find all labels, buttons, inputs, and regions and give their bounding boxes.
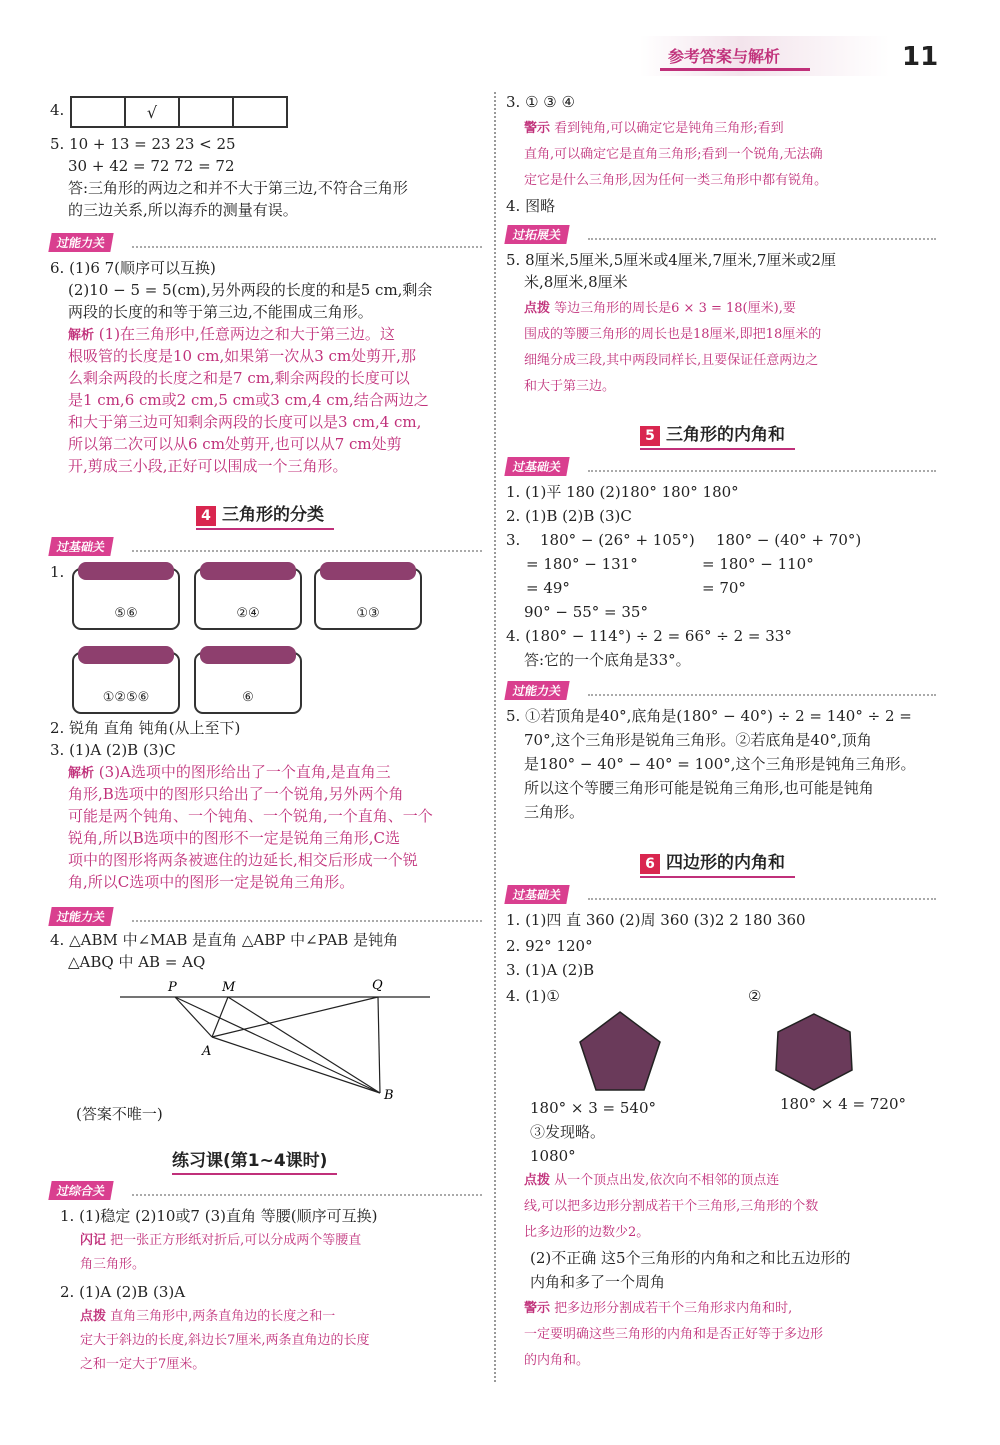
text-line: 3. (1)A (2)B bbox=[506, 961, 595, 979]
hexagon-shape bbox=[772, 1012, 856, 1092]
section-band-basic bbox=[506, 888, 936, 902]
flash-label: 闪记 bbox=[80, 1233, 107, 1248]
box-value: ①③ bbox=[356, 606, 380, 621]
tip-text: 从一个顶点出发,依次向不相邻的顶点连 bbox=[554, 1173, 780, 1188]
analysis-line bbox=[68, 324, 395, 346]
calc-line: 180° − (26° + 105°) bbox=[540, 531, 695, 549]
calc-line: 180° − (40° + 70°) bbox=[716, 531, 862, 549]
text-line: 70°,这个三角形是锐角三角形。②若底角是40°,顶角 bbox=[524, 731, 872, 749]
point-label: Q bbox=[372, 978, 383, 993]
tip-line bbox=[524, 1170, 779, 1191]
calc-line: = 180° − 131° bbox=[526, 555, 638, 573]
analysis-line: 角,所以C选项中的图形一定是锐角三角形。 bbox=[68, 873, 355, 891]
flash-line: 角三角形。 bbox=[80, 1257, 146, 1272]
q3-label: 3. bbox=[506, 531, 521, 549]
section-number: 6 bbox=[640, 854, 660, 874]
q1-label: 1. bbox=[50, 563, 65, 581]
section-title-text: 四边形的内角和 bbox=[666, 853, 785, 873]
analysis-line: 可能是两个钝角、一个钝角、一个锐角,一个直角、一个 bbox=[68, 807, 433, 825]
text-line: 3. (1)A (2)B (3)C bbox=[50, 741, 176, 759]
warning-label: 警示 bbox=[524, 121, 551, 136]
answer-cell bbox=[179, 97, 233, 127]
analysis-line: 开,剪成三小段,正好可以围成一个三角形。 bbox=[68, 457, 348, 475]
section-band-basic bbox=[50, 540, 482, 554]
category-box bbox=[194, 652, 302, 714]
section-band-skill bbox=[50, 236, 482, 250]
warning-line: 定它是什么三角形,因为任何一类三角形中都有锐角。 bbox=[524, 173, 828, 188]
text-line: 5. 8厘米,5厘米,5厘米或4厘米,7厘米,7厘米或2厘 bbox=[506, 251, 836, 269]
tag-basic: 过基础关 bbox=[48, 537, 113, 556]
flash-text: 把一张正方形纸对折后,可以分成两个等腰直 bbox=[110, 1233, 362, 1248]
tag-skill: 过能力关 bbox=[48, 907, 113, 926]
text-line: 30 + 42 = 72 72 = 72 bbox=[68, 157, 235, 175]
analysis-line: 和大于第三边可知剩余两段的长度可以是3 cm,4 cm, bbox=[68, 413, 422, 431]
text-line: 4. (180° − 114°) ÷ 2 = 66° ÷ 2 = 33° bbox=[506, 627, 792, 645]
warning-line: 一定要明确这些三角形的内角和是否正好等于多边形 bbox=[524, 1327, 824, 1342]
text-line: 5. ①若顶角是40°,底角是(180° − 40°) ÷ 2 = 140° ÷ 2 = bbox=[506, 707, 912, 725]
analysis-text: (3)A选项中的图形给出了一个直角,是直角三 bbox=[98, 763, 391, 781]
box-value: ①②⑤⑥ bbox=[102, 690, 150, 705]
section-band-skill bbox=[50, 910, 482, 924]
tip-line bbox=[80, 1306, 335, 1327]
section-number: 5 bbox=[640, 426, 660, 446]
tip-line: 比多边形的边数少2。 bbox=[524, 1225, 650, 1240]
tip-label: 点拨 bbox=[524, 1173, 551, 1188]
warning-text: 把多边形分割成若干个三角形求内角和时, bbox=[554, 1301, 793, 1316]
calc-line: = 180° − 110° bbox=[702, 555, 814, 573]
flash-line bbox=[80, 1230, 361, 1251]
section-number: 4 bbox=[196, 506, 216, 526]
warning-line bbox=[524, 118, 784, 139]
text-line: 4. 图略 bbox=[506, 197, 556, 215]
warning-line: 的内角和。 bbox=[524, 1353, 590, 1368]
tip-label: 点拨 bbox=[80, 1309, 107, 1324]
analysis-line: 角形,B选项中的图形只给出了一个锐角,另外两个角 bbox=[68, 785, 404, 803]
warning-line: 直角,可以确定它是直角三角形;看到一个锐角,无法确 bbox=[524, 147, 823, 162]
tip-label: 点拨 bbox=[524, 301, 551, 316]
tip-text: 等边三角形的周长是6 × 3 = 18(厘米),要 bbox=[554, 301, 796, 316]
text-line: 是180° − 40° − 40° = 100°,这个三角形是钝角三角形。 bbox=[524, 755, 916, 773]
tip-line: 细绳分成三段,其中两段同样长,且要保证任意两边之 bbox=[524, 353, 819, 368]
answer-cell bbox=[71, 97, 125, 127]
analysis-line: 根吸管的长度是10 cm,如果第一次从3 cm处剪开,那 bbox=[68, 347, 416, 365]
analysis-label: 解析 bbox=[68, 328, 95, 343]
text-line: 两段的长度的和等于第三边,不能围成三角形。 bbox=[68, 303, 373, 321]
section-title-text: 三角形的分类 bbox=[222, 505, 324, 525]
text-line: 6. (1)6 7(顺序可以互换) bbox=[50, 259, 216, 277]
text-line: 的三边关系,所以海乔的测量有误。 bbox=[68, 201, 298, 219]
tip-line bbox=[524, 298, 796, 319]
box-value: ②④ bbox=[236, 606, 260, 621]
text-line: 4. △ABM 中∠MAB 是直角 △ABP 中∠PAB 是钝角 bbox=[50, 931, 399, 949]
text-line: 1. (1)稳定 (2)10或7 (3)直角 等腰(顺序可互换) bbox=[60, 1207, 378, 1225]
tip-line: 围成的等腰三角形的周长也是18厘米,即把18厘米的 bbox=[524, 327, 822, 342]
answer-table bbox=[70, 96, 288, 128]
box-value: ⑥ bbox=[242, 690, 254, 705]
section-band-combine bbox=[50, 1184, 482, 1198]
tip-line: 定大于斜边的长度,斜边长7厘米,两条直角边的长度 bbox=[80, 1333, 370, 1348]
tip-line: 和大于第三边。 bbox=[524, 379, 616, 394]
text-line: 米,8厘米,8厘米 bbox=[524, 273, 628, 291]
answer-cell bbox=[233, 97, 287, 127]
section-title-4 bbox=[196, 500, 334, 530]
text-line: 1. (1)四 直 360 (2)周 360 (3)2 2 180 360 bbox=[506, 911, 806, 929]
analysis-line: 么剩余两段的长度之和是7 cm,剩余两段的长度可以 bbox=[68, 369, 410, 387]
section-title-5 bbox=[640, 420, 795, 450]
q4-label: 4. bbox=[50, 101, 65, 119]
tag-basic: 过基础关 bbox=[504, 457, 569, 476]
analysis-line: 锐角,所以B选项中的图形不一定是锐角三角形,C选 bbox=[68, 829, 401, 847]
text-line: 2. (1)B (2)B (3)C bbox=[506, 507, 632, 525]
section-band-skill bbox=[506, 684, 936, 698]
calc-line: 180° × 4 = 720° bbox=[780, 1095, 907, 1113]
point-label: A bbox=[202, 1044, 212, 1059]
calc-line: = 49° bbox=[526, 579, 570, 597]
analysis-line bbox=[68, 762, 391, 784]
text-line: 4. (1)① bbox=[506, 987, 560, 1005]
text-line: 2. 锐角 直角 钝角(从上至下) bbox=[50, 719, 241, 737]
analysis-line: 项中的图形将两条被遮住的边延长,相交后形成一个锐 bbox=[68, 851, 418, 869]
calc-line: = 70° bbox=[702, 579, 746, 597]
calc-line: 180° × 3 = 540° bbox=[530, 1099, 657, 1117]
analysis-label: 解析 bbox=[68, 766, 95, 781]
text-line: ③发现略。 bbox=[530, 1123, 606, 1141]
header-underline bbox=[660, 68, 810, 71]
category-box bbox=[72, 652, 180, 714]
text-line: (2)不正确 这5个三角形的内角和之和比五边形的 bbox=[530, 1249, 851, 1267]
point-label: P bbox=[168, 980, 177, 995]
text-line: ② bbox=[748, 987, 762, 1005]
text-line: 1. (1)平 180 (2)180° 180° 180° bbox=[506, 483, 739, 501]
pentagon-shape bbox=[578, 1010, 662, 1094]
text-line: 1080° bbox=[530, 1147, 576, 1165]
figure-note: (答案不唯一) bbox=[76, 1105, 163, 1123]
header-title: 参考答案与解析 bbox=[668, 47, 781, 66]
page-number: 11 bbox=[902, 42, 939, 72]
text-line: 3. ① ③ ④ bbox=[506, 93, 575, 111]
tag-skill: 过能力关 bbox=[48, 233, 113, 252]
category-box bbox=[194, 568, 302, 630]
column-divider bbox=[494, 92, 496, 1382]
warning-line bbox=[524, 1298, 792, 1319]
warning-label: 警示 bbox=[524, 1301, 551, 1316]
section-band-expand bbox=[506, 228, 936, 242]
category-box bbox=[314, 568, 422, 630]
tip-text: 直角三角形中,两条直角边的长度之和一 bbox=[110, 1309, 336, 1324]
text-line: 答:它的一个底角是33°。 bbox=[524, 651, 691, 669]
section-title-text: 三角形的内角和 bbox=[666, 425, 785, 445]
warning-text: 看到钝角,可以确定它是钝角三角形;看到 bbox=[554, 121, 784, 136]
text-line: 答:三角形的两边之和并不大于第三边,不符合三角形 bbox=[68, 179, 408, 197]
triangle-figure bbox=[110, 975, 440, 1105]
text-line: 三角形。 bbox=[524, 803, 585, 821]
point-label: B bbox=[384, 1088, 394, 1103]
answer-cell: √ bbox=[125, 97, 179, 127]
text-line: 2. 92° 120° bbox=[506, 937, 593, 955]
text-line: 所以这个等腰三角形可能是锐角三角形,也可能是钝角 bbox=[524, 779, 874, 797]
analysis-line: 所以第二次可以从6 cm处剪开,也可以从7 cm处剪 bbox=[68, 435, 402, 453]
section-title-6 bbox=[640, 848, 795, 878]
tag-basic: 过基础关 bbox=[504, 885, 569, 904]
tag-combine: 过综合关 bbox=[48, 1181, 113, 1200]
tag-expand: 过拓展关 bbox=[504, 225, 569, 244]
calc-line: 90° − 55° = 35° bbox=[524, 603, 648, 621]
tag-skill: 过能力关 bbox=[504, 681, 569, 700]
text-line: 5. 10 + 13 = 23 23 < 25 bbox=[50, 135, 236, 153]
box-value: ⑤⑥ bbox=[114, 606, 138, 621]
tip-line: 线,可以把多边形分割成若干个三角形,三角形的个数 bbox=[524, 1199, 819, 1214]
analysis-line: 是1 cm,6 cm或2 cm,5 cm或3 cm,4 cm,结合两边之 bbox=[68, 391, 429, 409]
analysis-text: (1)在三角形中,任意两边之和大于第三边。这 bbox=[98, 325, 395, 343]
tip-line: 之和一定大于7厘米。 bbox=[80, 1357, 206, 1372]
text-line: (2)10 − 5 = 5(cm),另外两段的长度的和是5 cm,剩余 bbox=[68, 281, 433, 299]
text-line: 2. (1)A (2)B (3)A bbox=[60, 1283, 186, 1301]
text-line: 内角和多了一个周角 bbox=[530, 1273, 666, 1291]
category-box bbox=[72, 568, 180, 630]
section-title-practice: 练习课(第1~4课时) bbox=[172, 1146, 337, 1175]
point-label: M bbox=[222, 980, 236, 995]
section-band-basic bbox=[506, 460, 936, 474]
text-line: △ABQ 中 AB = AQ bbox=[68, 953, 206, 971]
